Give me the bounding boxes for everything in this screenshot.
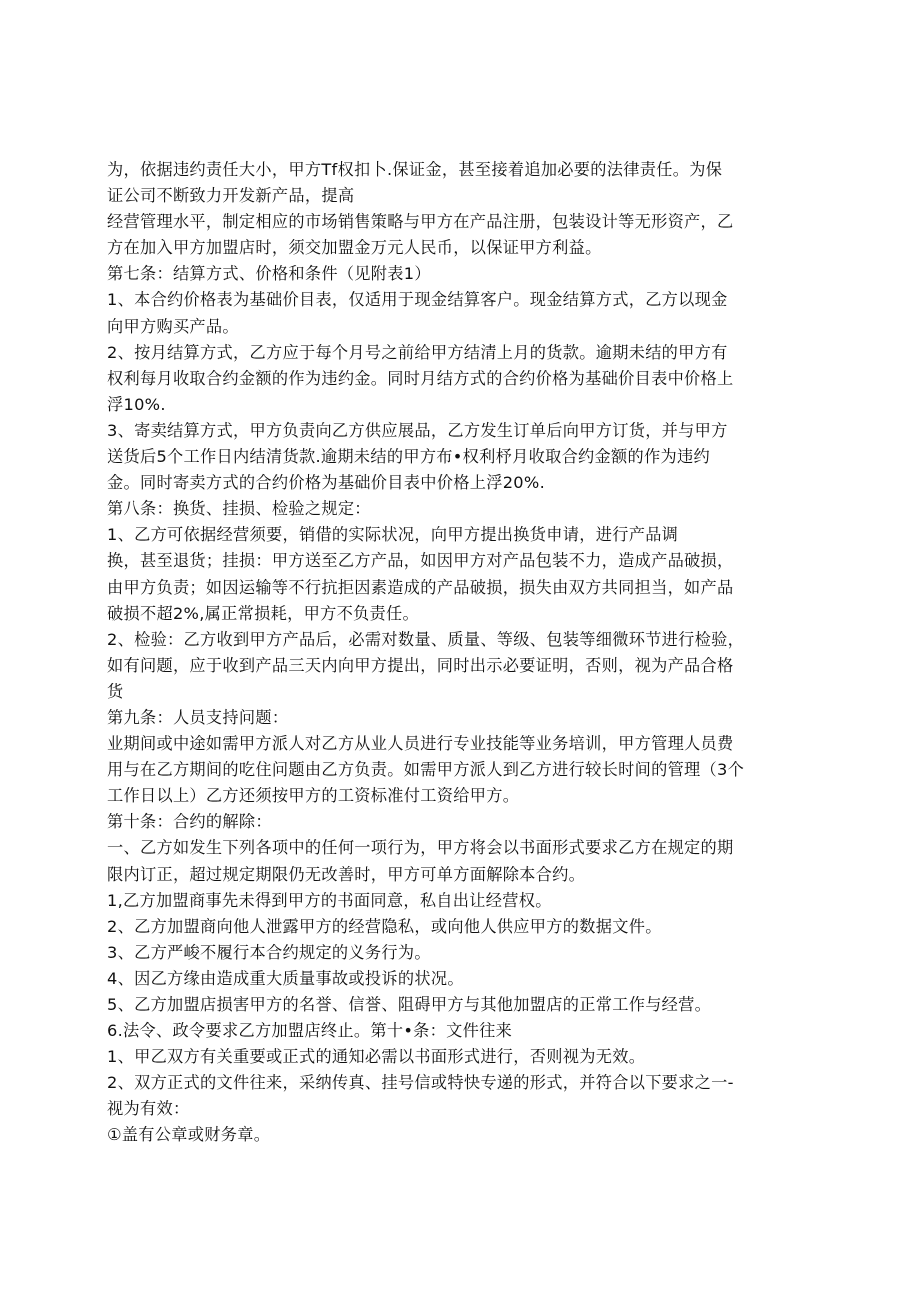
text-line: 送货后5个工作日内结清货款.逾期未结的甲方布•权利杼月收取合约金额的作为违约 [107,447,710,467]
text-line: 经营管理水平，制定相应的市场销售策略与甲方在产品注册，包装设计等无形资产，乙 [107,212,734,232]
section-heading-article-10: 第十条：合约的解除： [107,812,272,832]
text-line: 业期间或中途如需甲方派人对乙方从业人员进行专业技能等业务培训，甲方管理人员费 [107,734,734,754]
text-line: 由甲方负责；如因运输等不行抗拒因素造成的产品破损，损失由双方共同担当，如产品 [107,577,734,597]
text-line: 2、按月结算方式，乙方应于每个月号之前给甲方结清上月的货款。逾期未结的甲方有 [107,342,728,362]
section-heading-article-9: 第九条：人员支持问题： [107,707,289,727]
text-line: 2、乙方加盟商向他人泄露甲方的经营隐私，或向他人供应甲方的数据文件。 [107,916,662,936]
text-line: 浮10%. [107,394,166,414]
text-line: 视为有效： [107,1099,190,1119]
text-line: 2、检验：乙方收到甲方产品后，必需对数量、质量、等级、包装等细微环节进行检验， [107,629,745,649]
text-line: 为，依据违约责任大小，甲方Tf权扣卜.保证金，甚至接着追加必要的法律责任。为保 [107,160,723,179]
text-line: 用与在乙方期间的吃住问题由乙方负责。如需甲方派人到乙方进行较长时间的管理（3个 [107,760,745,780]
text-line: 金。同时寄卖方式的合约价格为基础价目表中价格上浮20%. [107,473,546,493]
text-line: 1、乙方可依据经营须要，销借的实际状况，向甲方提出换货申请，进行产品调 [107,525,679,545]
section-heading-article-8: 第八条：换货、挂损、检验之规定： [107,499,371,519]
section-heading-article-7: 第七条：结算方式、价格和条件（见附表1） [107,264,431,284]
text-line: 3、寄卖结算方式，甲方负责向乙方供应展品，乙方发生订单后向甲方订货，并与甲方 [107,420,728,440]
text-line: 方在加入甲方加盟店时，须交加盟金万元人民币，以保证甲方利益。 [107,238,602,258]
text-line: 2、双方正式的文件往来，采纳传真、挂号信或特快专递的形式，并符合以下要求之一- [107,1073,734,1093]
text-line: 5、乙方加盟店损害甲方的名誉、信誉、阻碍甲方与其他加盟店的正常工作与经营。 [107,995,712,1014]
text-line: 工作日以上）乙方还须按甲方的工资标准付工资给甲方。 [107,786,520,806]
contract-text-body [107,157,817,1149]
text-line: 权利每月收取合约金额的作为违约金。同时月结方式的合约价格为基础价目表中价格上 [107,368,734,388]
text-line: 1,乙方加盟商事先未得到甲方的书面同意，私自出让经营权。 [107,890,552,910]
text-line: 1、甲乙双方有关重要或正式的通知必需以书面形式进行，否则视为无效。 [107,1047,646,1067]
text-line: ①盖有公章或财务章。 [107,1125,271,1145]
text-line: 4、因乙方缘由造成重大质量事故或投诉的状况。 [107,968,464,988]
text-line: 证公司不断致力开发新产品，提高 [107,186,355,206]
text-line: 一、乙方如发生下列各项中的任何一项行为，甲方将会以书面形式要求乙方在规定的期 [107,838,734,858]
text-line: 3、乙方严峻不履行本合约规定的义务行为。 [107,942,431,962]
text-line: 破损不超2%,属正常损耗，甲方不负责任。 [107,603,420,623]
text-line: 货 [107,681,124,701]
text-line: 1、本合约价格表为基础价目表，仅适用于现金结算客户。现金结算方式，乙方以现金 [107,290,728,310]
text-line: 换，甚至退货；挂损：甲方送至乙方产品，如因甲方对产品包装不力，造成产品破损， [107,551,734,571]
text-line: 限内订正，超过规定期限仍无改善时，甲方可单方面解除本合约。 [107,864,586,884]
text-line: 向甲方购买产品。 [107,316,239,336]
text-line: 如有问题，应于收到产品三天内向甲方提出，同时出示必要证明，否则，视为产品合格 [107,655,734,675]
text-line: 6.法令、政令要求乙方加盟店终止。第十•条：文件往来 [107,1021,513,1041]
